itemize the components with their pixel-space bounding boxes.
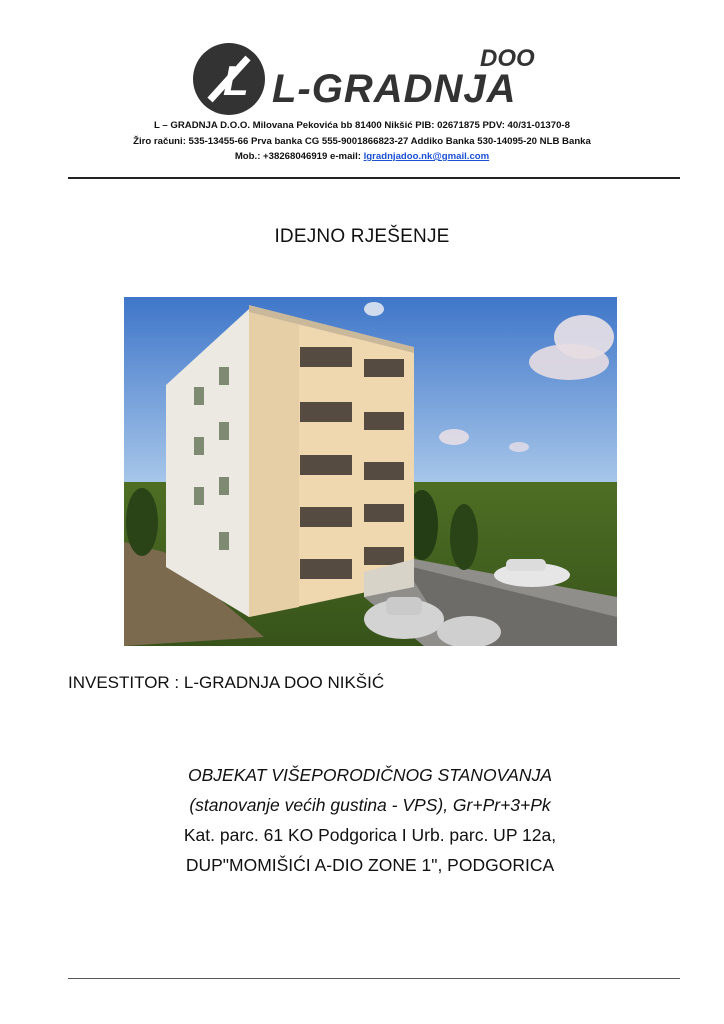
company-bank-accounts: Žiro računi: 535-13455-66 Prva banka CG 555-9001866823-27 Addiko Banka 530-14095-20 NLB Banka [133, 135, 591, 147]
project-location: DUP"MOMIŠIĆI A-DIO ZONE 1", PODGORICA [185, 855, 555, 875]
document-title: IDEJNO RJEŠENJE [274, 226, 450, 247]
footer-divider [68, 978, 680, 979]
company-header [60, 118, 664, 165]
company-logo [190, 40, 540, 118]
email-link[interactable]: lgradnjadoo.nk@gmail.com [363, 151, 490, 162]
company-contact [60, 149, 664, 165]
header-divider [68, 177, 680, 179]
logo-suffix: DOO [480, 45, 535, 72]
project-type: OBJEKAT VIŠEPORODIČNOG STANOVANJA [187, 765, 552, 785]
project-description [120, 760, 620, 880]
svg-text:L-GRADNJA [272, 67, 517, 111]
building-render-image [124, 297, 617, 646]
logo-name: GRADNJA [311, 67, 517, 111]
logo-prefix: L- [272, 67, 312, 111]
contact-prefix: Mob.: +38268046919 e-mail: [234, 151, 364, 162]
logo-letter: L [223, 57, 249, 104]
project-density: (stanovanje većih gustina - VPS), Gr+Pr+3+Pk [189, 795, 551, 815]
company-address: L – GRADNJA D.O.O. Milovana Pekovića bb 81400 Nikšić PIB: 02671875 PDV: 40/31-01370-8 [154, 120, 570, 131]
project-parcel: Kat. parc. 61 KO Podgorica I Urb. parc. UP 12a, [183, 825, 557, 845]
investor-line: INVESTITOR : L-GRADNJA DOO NIKŠIĆ [68, 673, 385, 692]
